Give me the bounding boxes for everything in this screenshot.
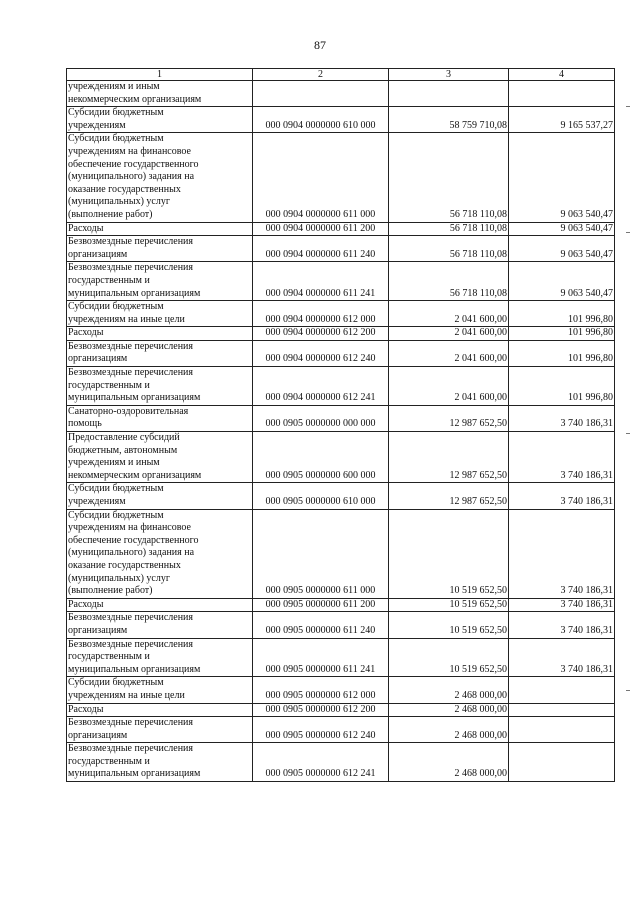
row-col3-value: 2 468 000,00: [389, 717, 509, 743]
row-code-cell: 000 0905 0000000 611 241: [253, 638, 389, 677]
row-code-cell: 000 0905 0000000 611 000: [253, 509, 389, 598]
table-row: [67, 222, 615, 236]
row-col3-value: 2 468 000,00: [389, 743, 509, 782]
table-row: [67, 301, 615, 327]
table-row: [67, 327, 615, 341]
table-row: [67, 598, 615, 612]
scan-mark: [626, 106, 630, 107]
row-col3-value: 56 718 110,08: [389, 222, 509, 236]
row-code-cell: [253, 81, 389, 107]
row-col3-value: 12 987 652,50: [389, 483, 509, 509]
page-number: 87: [314, 38, 326, 52]
row-name-cell: Санаторно-оздоровительная помощь: [67, 405, 253, 431]
table-row: [67, 367, 615, 406]
row-name-cell: Расходы: [67, 222, 253, 236]
row-name-cell: Субсидии бюджетным учреждениям: [67, 107, 253, 133]
row-code-cell: 000 0904 0000000 612 000: [253, 301, 389, 327]
row-col3-value: [389, 81, 509, 107]
table-row: [67, 432, 615, 483]
row-code-cell: 000 0905 0000000 612 240: [253, 717, 389, 743]
table-row: [67, 81, 615, 107]
row-name-cell: Субсидии бюджетным учреждениям на финансовое обеспечение государственного (муниципального) задания на оказание государственных (муниципальных) услуг (выполнение работ): [67, 133, 253, 222]
row-col4-value: 3 740 186,31: [509, 483, 615, 509]
row-col3-value: 58 759 710,08: [389, 107, 509, 133]
row-code-cell: 000 0904 0000000 612 240: [253, 340, 389, 366]
row-name-cell: Безвозмездные перечисления государственным и муниципальным организациям: [67, 262, 253, 301]
row-col3-value: 12 987 652,50: [389, 432, 509, 483]
table-row: [67, 612, 615, 638]
table-row: [67, 340, 615, 366]
row-col4-value: 9 063 540,47: [509, 222, 615, 236]
table-header-row: [67, 69, 615, 81]
row-col4-value: [509, 743, 615, 782]
row-col4-value: [509, 703, 615, 717]
row-col3-value: 2 468 000,00: [389, 677, 509, 703]
row-name-cell: Расходы: [67, 598, 253, 612]
table-row: [67, 743, 615, 782]
row-name-cell: Расходы: [67, 703, 253, 717]
table-row: [67, 509, 615, 598]
row-code-cell: 000 0904 0000000 611 200: [253, 222, 389, 236]
row-col3-value: 2 468 000,00: [389, 703, 509, 717]
row-col4-value: 3 740 186,31: [509, 405, 615, 431]
row-col3-value: 10 519 652,50: [389, 612, 509, 638]
table-row: [67, 717, 615, 743]
row-code-cell: 000 0905 0000000 612 000: [253, 677, 389, 703]
row-name-cell: Субсидии бюджетным учреждениям на иные цели: [67, 677, 253, 703]
row-col4-value: [509, 81, 615, 107]
row-code-cell: 000 0905 0000000 611 200: [253, 598, 389, 612]
row-name-cell: Безвозмездные перечисления организациям: [67, 717, 253, 743]
row-code-cell: 000 0904 0000000 611 240: [253, 236, 389, 262]
row-code-cell: 000 0905 0000000 000 000: [253, 405, 389, 431]
row-col4-value: 3 740 186,31: [509, 612, 615, 638]
row-col4-value: 9 063 540,47: [509, 236, 615, 262]
row-col3-value: 56 718 110,08: [389, 262, 509, 301]
row-name-cell: Предоставление субсидий бюджетным, автономным учреждениям и иным некоммерческим организациям: [67, 432, 253, 483]
row-col3-value: 10 519 652,50: [389, 509, 509, 598]
table-row: [67, 262, 615, 301]
row-col3-value: 2 041 600,00: [389, 301, 509, 327]
row-col4-value: 9 063 540,47: [509, 133, 615, 222]
row-col4-value: 3 740 186,31: [509, 432, 615, 483]
row-col4-value: 3 740 186,31: [509, 638, 615, 677]
table-row: [67, 638, 615, 677]
row-name-cell: Безвозмездные перечисления организациям: [67, 612, 253, 638]
row-name-cell: Субсидии бюджетным учреждениям на иные цели: [67, 301, 253, 327]
row-col4-value: 101 996,80: [509, 340, 615, 366]
row-code-cell: 000 0904 0000000 611 241: [253, 262, 389, 301]
row-col4-value: [509, 717, 615, 743]
row-col3-value: 2 041 600,00: [389, 327, 509, 341]
budget-table: [66, 68, 615, 782]
row-code-cell: 000 0905 0000000 612 200: [253, 703, 389, 717]
table-row: [67, 677, 615, 703]
row-name-cell: Расходы: [67, 327, 253, 341]
row-col4-value: 3 740 186,31: [509, 509, 615, 598]
row-code-cell: 000 0905 0000000 610 000: [253, 483, 389, 509]
row-col4-value: [509, 677, 615, 703]
table-row: [67, 483, 615, 509]
row-col4-value: 101 996,80: [509, 327, 615, 341]
row-code-cell: 000 0905 0000000 612 241: [253, 743, 389, 782]
row-name-cell: Субсидии бюджетным учреждениям: [67, 483, 253, 509]
header-col-3: 3: [389, 69, 509, 81]
row-col3-value: 10 519 652,50: [389, 638, 509, 677]
row-col3-value: 2 041 600,00: [389, 367, 509, 406]
row-name-cell: Безвозмездные перечисления государственным и муниципальным организациям: [67, 367, 253, 406]
row-code-cell: 000 0905 0000000 611 240: [253, 612, 389, 638]
row-code-cell: 000 0904 0000000 612 241: [253, 367, 389, 406]
row-code-cell: 000 0905 0000000 600 000: [253, 432, 389, 483]
scan-mark: [626, 690, 630, 691]
row-name-cell: Безвозмездные перечисления государственным и муниципальным организациям: [67, 638, 253, 677]
table-row: [67, 236, 615, 262]
row-col3-value: 2 041 600,00: [389, 340, 509, 366]
table-row: [67, 107, 615, 133]
row-col4-value: 3 740 186,31: [509, 598, 615, 612]
scan-mark: [626, 433, 630, 434]
row-name-cell: Безвозмездные перечисления государственным и муниципальным организациям: [67, 743, 253, 782]
header-col-1: 1: [67, 69, 253, 81]
row-col3-value: 56 718 110,08: [389, 236, 509, 262]
table-row: [67, 133, 615, 222]
budget-table-body: [67, 69, 615, 782]
table-row: [67, 405, 615, 431]
row-code-cell: 000 0904 0000000 612 200: [253, 327, 389, 341]
row-code-cell: 000 0904 0000000 611 000: [253, 133, 389, 222]
row-col4-value: 101 996,80: [509, 367, 615, 406]
header-col-2: 2: [253, 69, 389, 81]
row-name-cell: учреждениям и иным некоммерческим организациям: [67, 81, 253, 107]
scan-mark: [626, 232, 630, 233]
row-col3-value: 12 987 652,50: [389, 405, 509, 431]
row-col4-value: 9 165 537,27: [509, 107, 615, 133]
row-code-cell: 000 0904 0000000 610 000: [253, 107, 389, 133]
row-col4-value: 9 063 540,47: [509, 262, 615, 301]
row-name-cell: Безвозмездные перечисления организациям: [67, 236, 253, 262]
row-col3-value: 10 519 652,50: [389, 598, 509, 612]
row-name-cell: Субсидии бюджетным учреждениям на финансовое обеспечение государственного (муниципального) задания на оказание государственных (муниципальных) услуг (выполнение работ): [67, 509, 253, 598]
table-row: [67, 703, 615, 717]
row-col3-value: 56 718 110,08: [389, 133, 509, 222]
header-col-4: 4: [509, 69, 615, 81]
row-col4-value: 101 996,80: [509, 301, 615, 327]
row-name-cell: Безвозмездные перечисления организациям: [67, 340, 253, 366]
